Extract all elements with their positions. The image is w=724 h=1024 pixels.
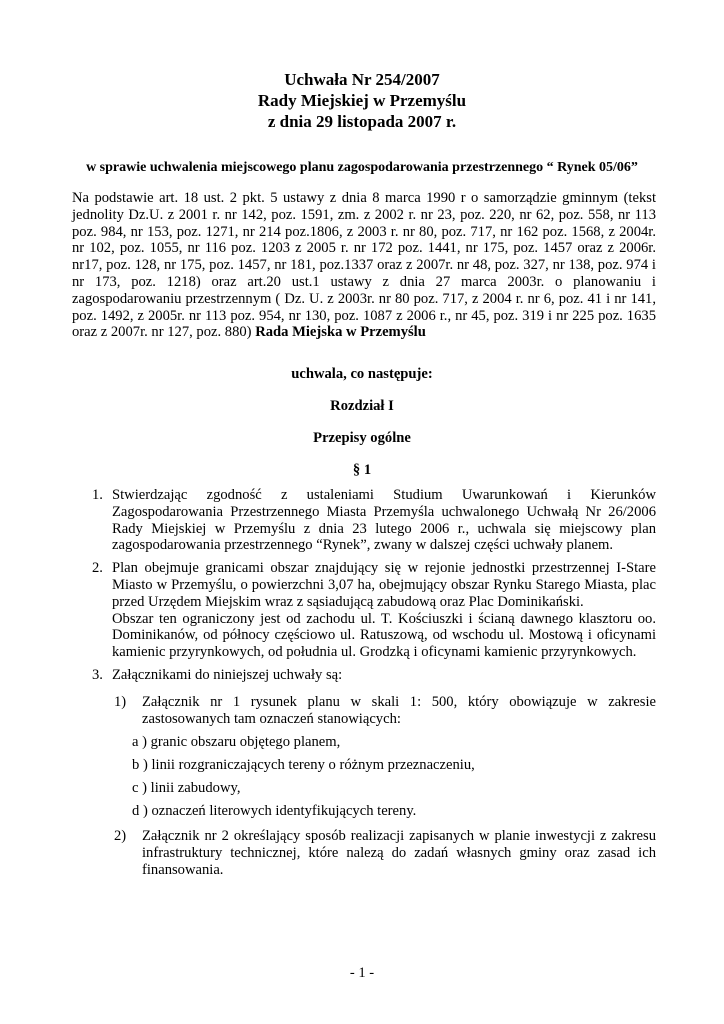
attachment-list-2 [72, 828, 656, 878]
attachment-item [72, 828, 656, 878]
letter-item: c ) linii zabudowy, [132, 780, 241, 796]
chapter-title: Przepisy ogólne [313, 430, 411, 446]
attachment-list [72, 694, 656, 728]
council-name: Rady Miejskiej w Przemyślu [257, 91, 467, 110]
letter-list [72, 734, 656, 826]
item-text: Plan obejmuje granicami obszar znajdujący się w rejonie jednostki przestrzennej I-Stare Miasto w Przemyślu, o powierzchni 3,07 ha, obejmujący obszar Rynku Starego Miasta, plac przed Urzędem Miejskim wraz z sąsiadującą zabudową oraz Plac Dominikański. [112, 560, 656, 610]
preamble-text: Na podstawie art. 18 ust. 2 pkt. 5 ustawy z dnia 8 marca 1990 r o samorządzie gminnym (tekst jednolity Dz.U. z 2001 r. nr 142, poz. 1591, zm. z 2002 r. nr 23, poz. 220, nr 62, poz. 558, nr 113 poz. 984, nr 153, poz. 1271, nr 214 poz.1806, z 2003 r. nr 80, poz. 717, nr 162 poz. 1568, z 2004r. nr 102, poz. 1055, nr 116 poz. 1203 z 2005 r. nr 172 poz. 1441, nr 175, poz. 1457 oraz z 2006r. nr17, poz. 128, nr 175, poz. 1457, nr 181, poz.1337 oraz z 2007r. nr 48, poz. 327, nr 138, poz. 974 i nr 173, poz. 1218) oraz art.20 ust.1 ustawy z dnia 27 marca 2003r. o planowaniu i zagospodarowaniu przestrzennym ( Dz. U. z 2003r. nr 80 poz. 717, z 2004 r. nr 6, poz. 41 i nr 141, poz. 1492, z 2005r. nr 113 poz. 954, nr 130, poz. 1087 z 2006 r., nr 45, poz. 319 i nr 225 poz. 1635 oraz z 2007r. nr 127, poz. 880) [72, 190, 656, 341]
resolution-date: z dnia 29 listopada 2007 r. [267, 112, 457, 131]
item-number: 3. [92, 666, 103, 683]
resolution-number: Uchwała Nr 254/2007 [284, 70, 440, 89]
list-item [72, 667, 656, 684]
letter-item: b ) linii rozgraniczających tereny o różnym przeznaczeniu, [132, 757, 475, 773]
section-heading: § 1 [352, 462, 372, 478]
list-item [72, 560, 656, 661]
list-item [72, 487, 656, 554]
item-text: Stwierdzając zgodność z ustaleniami Studium Uwarunkowań i Kierunków Zagospodarowania Przestrzennego Miasta Przemyśla uchwalonego Uchwałą Nr 26/2006 Rady Miejskiej w Przemyślu z dnia 23 lutego 2006 r., uchwala się miejscowy plan zagospodarowania przestrzennego “Rynek”, zwany w dalszej części uchwały planem. [112, 487, 656, 554]
letter-item: d ) oznaczeń literowych identyfikujących tereny. [132, 803, 417, 819]
resolution-header [0, 69, 724, 132]
attachment-item [72, 694, 656, 728]
item-text-continued: Obszar ten ograniczony jest od zachodu ul. T. Kościuszki i ścianą dawnego klasztoru oo. Dominikanów, od północy częściowo ul. Ratuszową, od wschodu ul. Mostową i oficynami kamienic przyrynkowych, od południa ul. Grodzką i oficynami kamienic przyrynkowych. [112, 610, 656, 661]
item-number: 1. [92, 487, 103, 503]
resolution-subject: w sprawie uchwalenia miejscowego planu zagospodarowania przestrzennego “ Rynek 05/06” [86, 160, 638, 175]
attachment-text: Załącznik nr 1 rysunek planu w skali 1: 500, który obowiązuje w zakresie zastosowanych tam oznaczeń stanowiących: [142, 694, 656, 727]
item-text: Załącznikami do niniejszej uchwały są: [112, 666, 343, 683]
attachment-text: Załącznik nr 2 określający sposób realizacji zapisanych w planie inwestycji z zakresu infrastruktury technicznej, które nalezą do zadań własnych gminy oraz zasad ich finansowania. [142, 828, 656, 878]
chapter-heading: Rozdział I [330, 398, 394, 414]
page-number: - 1 - [349, 965, 375, 981]
section-items [72, 487, 656, 684]
preamble [72, 190, 656, 341]
attachment-number: 2) [114, 828, 127, 844]
item-number: 2. [92, 560, 103, 577]
attachment-number: 1) [114, 694, 127, 710]
letter-item: a ) granic obszaru objętego planem, [132, 734, 341, 750]
resolves-heading: uchwala, co następuje: [291, 366, 433, 382]
preamble-council: Rada Miejska w Przemyślu [255, 324, 426, 341]
